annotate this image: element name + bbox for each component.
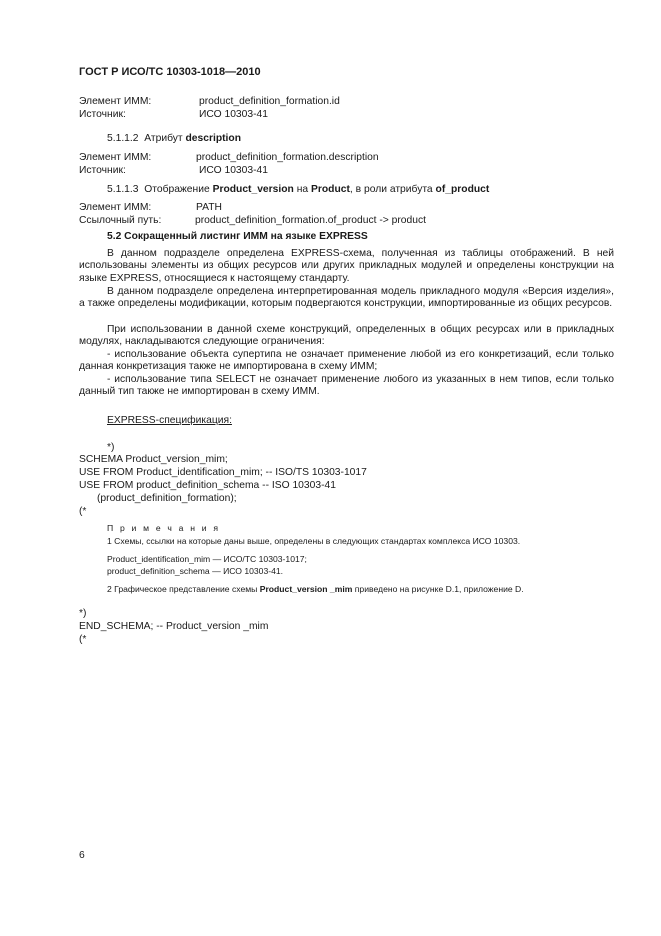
note-text: приведено на рисунке D.1, приложение D. [354,584,524,594]
entry-key: Источник: [79,109,126,120]
code-line: END_SCHEMA; -- Product_version _mim [79,621,269,632]
attribute-name: of_product [435,184,490,195]
code-line: *) [107,442,115,453]
note-item [107,584,524,595]
code-line: (product_definition_formation); [97,493,237,504]
entry-value: product_definition_formation.of_product -> product [195,215,426,226]
subsection-label: , в роли атрибута [349,184,433,195]
subsection-heading-5-1-1-2 [107,132,241,145]
code-line: (* [79,634,87,645]
paragraph: В данном подразделе определена EXPRESS-схема, полученная из таблицы отображений. В ней использованы элементы из общих ресурсов или других прикладных модулей и определены конструкции на языке EXPRESS, относящиеся к настоящему стандарту. [79,248,614,284]
note-item: Product_identification_mim — ИСО/ТС 10303-1017; [107,554,307,564]
document-header: ГОСТ Р ИСО/ТС 10303-1018—2010 [79,66,261,78]
schema-name: Product_version _mim [259,584,353,594]
subsection-label: на [296,184,309,195]
note-item: product_definition_schema — ИСО 10303-41. [107,566,284,576]
page-number: 6 [79,850,85,861]
subsection-number: 5.1.1.3 [107,184,139,195]
entry-key: Источник: [79,165,126,176]
entry-value: product_definition_formation.description [196,152,379,163]
code-line: (* [79,506,87,517]
entry-value: ИСО 10303-41 [199,165,268,176]
entry-key: Элемент ИММ: [79,152,152,163]
notes-title: П р и м е ч а н и я [107,523,221,533]
list-item: - использование объекта супертипа не означает применение любой из его конкретизаций, если только данная конкретизация также не импортирована в схему ИММ; [79,349,614,373]
code-line: USE FROM product_definition_schema -- ISO 10303-41 [79,480,336,491]
entry-key: Элемент ИММ: [79,202,152,213]
entry-value: product_definition_formation.id [199,96,340,107]
code-line: SCHEMA Product_version_mim; [79,454,228,465]
entity-name: Product [311,184,350,195]
subsection-label: Атрибут [144,133,183,144]
note-text: 2 Графическое представление схемы [107,584,258,594]
subsection-number: 5.1.1.2 [107,133,139,144]
code-line: *) [79,608,87,619]
subsection-label: Отображение [144,184,210,195]
paragraph: При использовании в данной схеме конструкций, определенных в общих ресурсах или в прикладных модулях, накладываются следующие ограничения: [79,324,614,348]
spec-label: EXPRESS-спецификация: [107,415,232,426]
list-item: - использование типа SELECT не означает применение любого из указанных в нем типов, если только данный тип также не импортирован в схему ИММ. [79,374,614,398]
entry-key: Элемент ИММ: [79,96,152,107]
paragraph: В данном подразделе определена интерпретированная модель прикладного модуля «Версия изделия», а также определены модификации, которым подвергаются конструкции, импортированные из общих ресурсов. [79,286,614,310]
entity-name: Product_version [212,184,294,195]
entry-key: Ссылочный путь: [79,215,162,226]
section-heading-5-2: 5.2 Сокращенный листинг ИММ на языке EXPRESS [107,231,368,242]
entry-value: ИСО 10303-41 [199,109,268,120]
subsection-heading-5-1-1-3 [107,183,489,196]
attribute-name: description [185,133,241,144]
code-line: USE FROM Product_identification_mim; -- ISO/TS 10303-1017 [79,467,367,478]
note-item: 1 Схемы, ссылки на которые даны выше, определены в следующих стандартах комплекса ИСО 10303. [107,536,521,546]
entry-value: PATH [196,202,222,213]
